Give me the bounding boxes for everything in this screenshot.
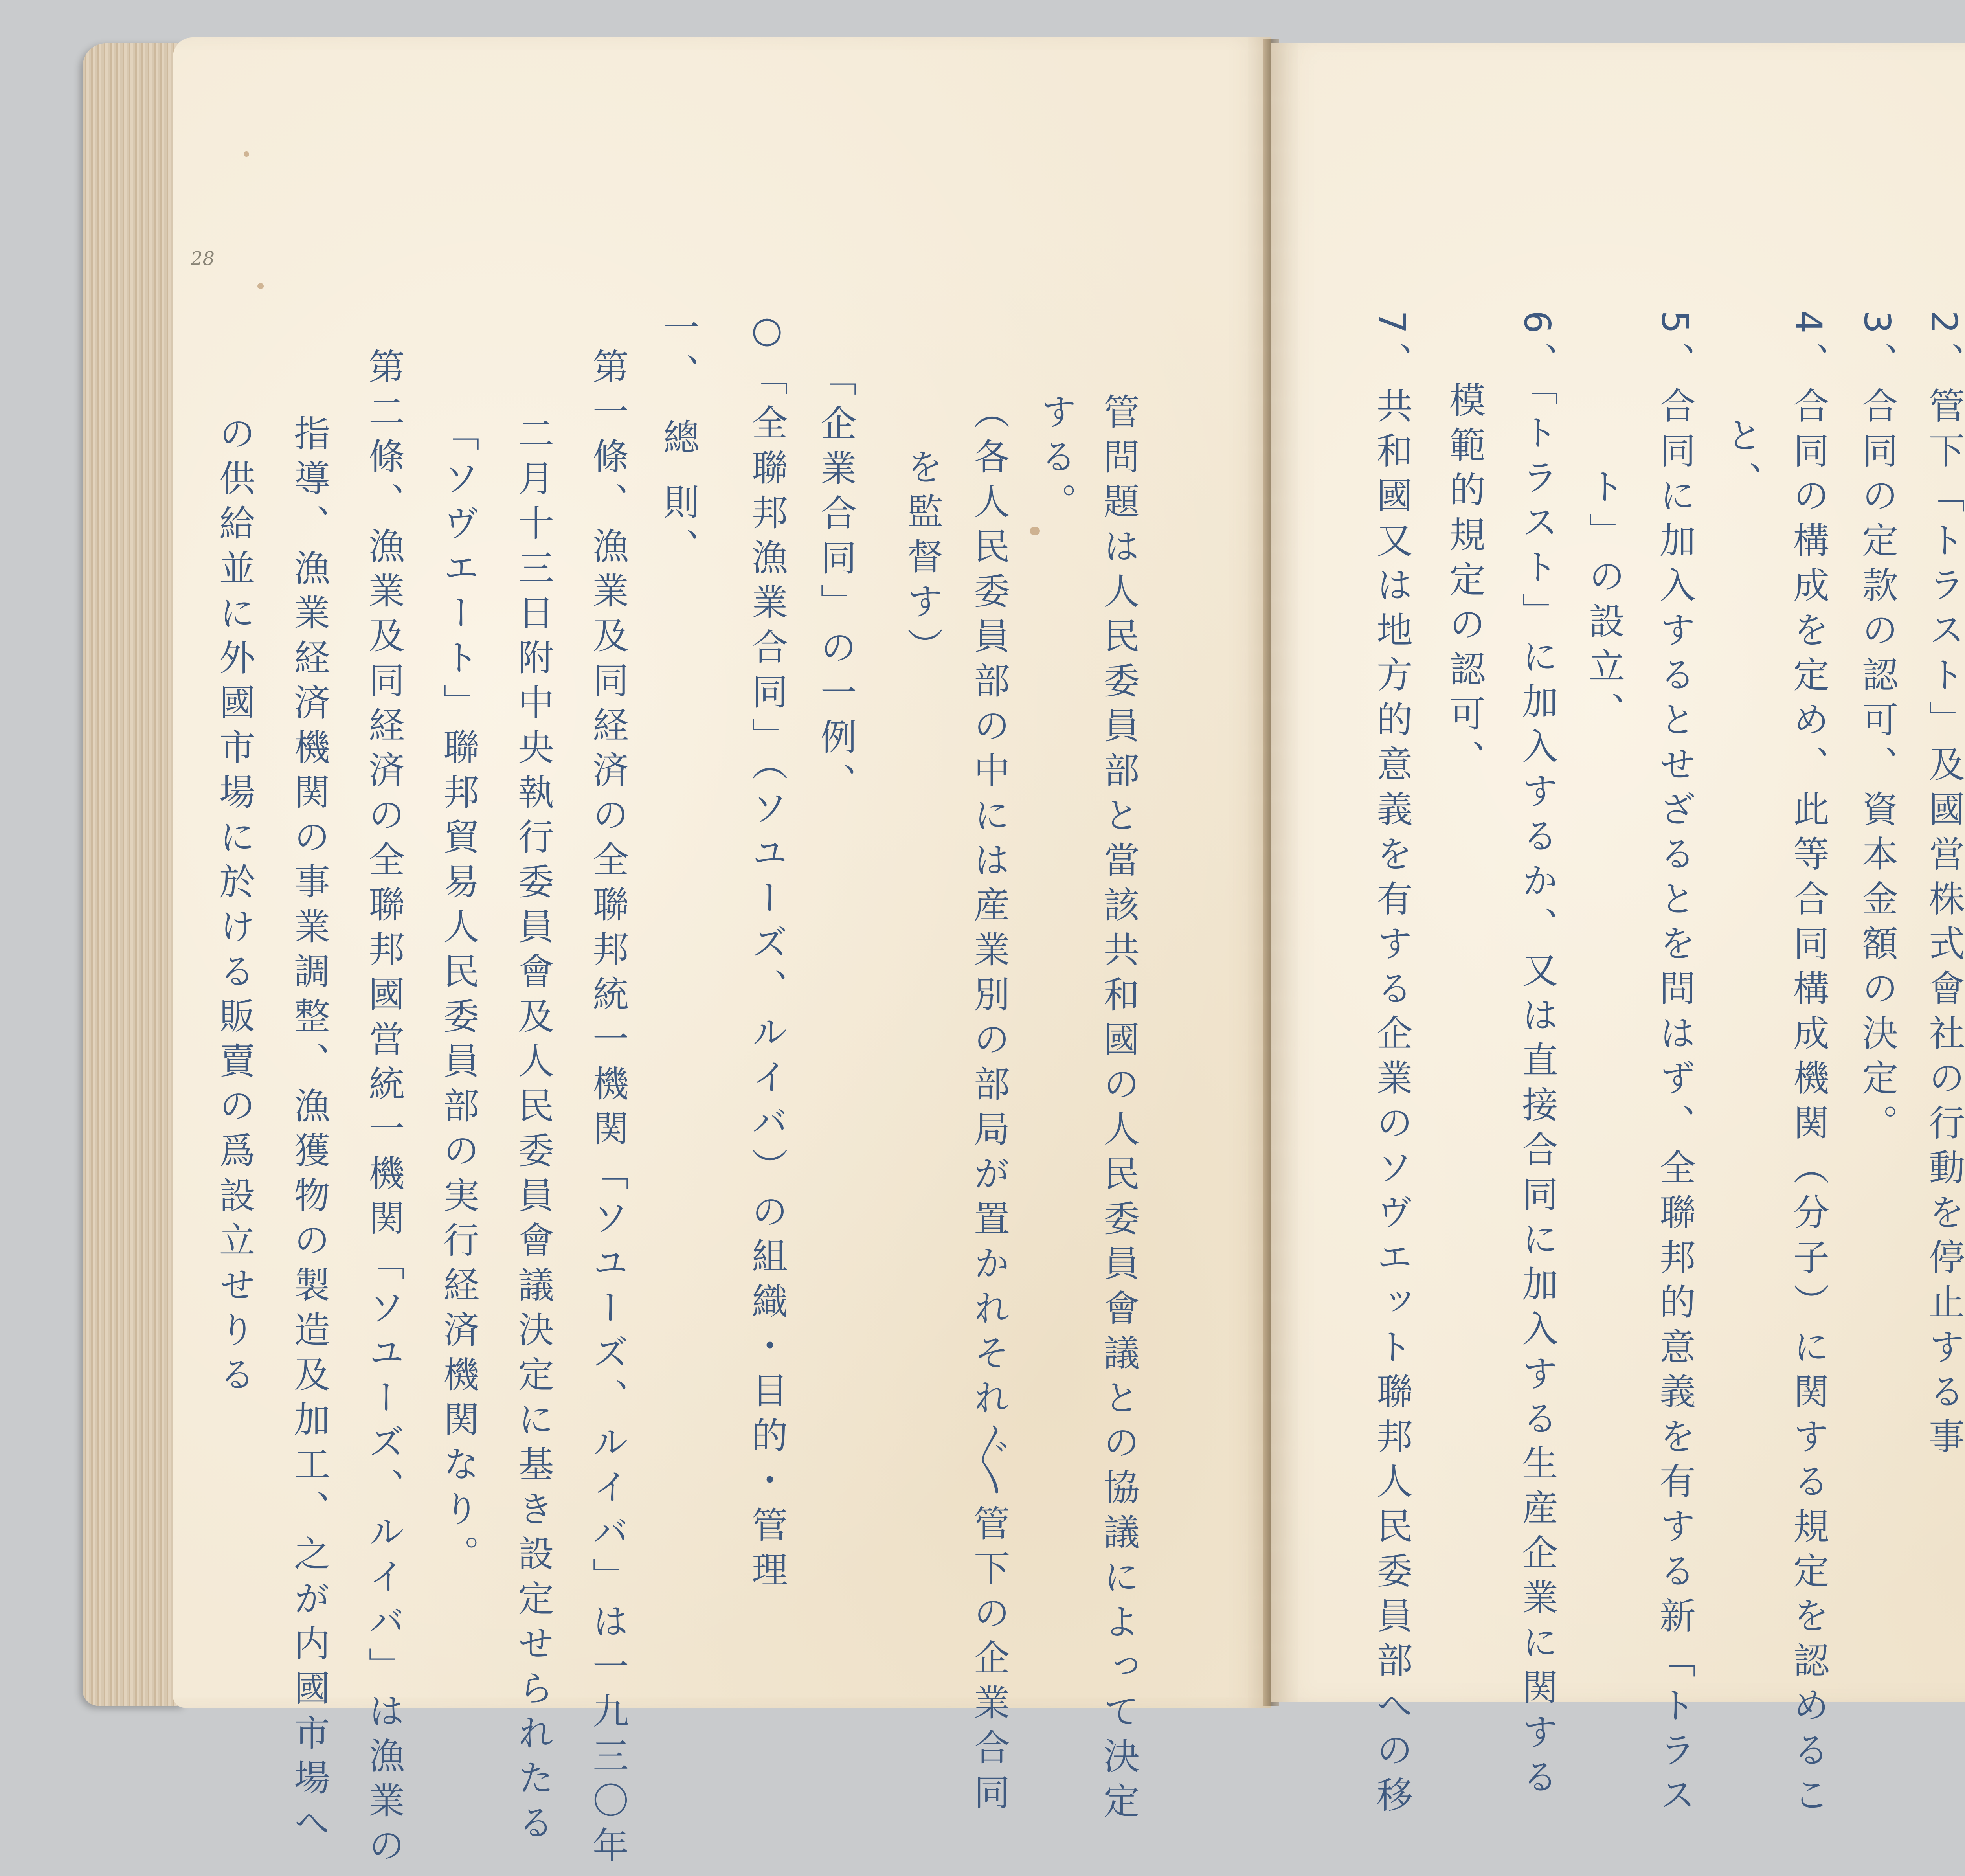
left-line-9: 二月十三日附中央執行委員會及人民委員會議決定に基き設定せられたる xyxy=(512,415,554,1848)
left-line-3: （各人民委員部の中には産業別の部局が置かれそれ〲管下の企業合同 xyxy=(968,393,1010,1818)
right-line-5: 2、管下「トラスト」及國営株式會社の行動を停止する事 xyxy=(1923,311,1965,1463)
left-line-4: を監督す） xyxy=(901,448,943,672)
left-line-10: 「ソヴエート」聯邦貿易人民委員部の実行経済機関なり。 xyxy=(437,415,479,1580)
left-line-8: 第一條、漁業及同経済の全聯邦統一機関「ソユーズ、ルイバ」は一九三〇年 xyxy=(587,348,629,1871)
right-line-11: 6、「トラスト」に加入するか、又は直接合同に加入する生産企業に関する xyxy=(1516,311,1558,1803)
right-line-8: と、 xyxy=(1721,417,1763,506)
right-line-10: ト」の設立、 xyxy=(1583,468,1625,737)
left-page xyxy=(173,37,1271,1871)
right-line-6: 3、合同の定款の認可、資本金額の決定。 xyxy=(1856,311,1898,1149)
left-line-6: ○「全聯邦漁業合同」（ソユーズ、ルイバ）の組織・目的・管理 xyxy=(746,309,788,1596)
right-line-9: 5、合同に加入するとせざるとを問はず、全聯邦的意義を有する新「トラス xyxy=(1654,311,1696,1821)
right-line-13: 7、共和國又は地方的意義を有する企業のソヴエット聯邦人民委員部への移 xyxy=(1371,311,1413,1821)
left-line-2: する。 xyxy=(1035,393,1077,527)
left-line-5: 「企業合同」の一例、 xyxy=(815,360,857,808)
left-line-12: 指導、漁業経済機関の事業調整、漁獲物の製造及加工、之が内國市場へ xyxy=(288,415,330,1848)
left-line-7: 一、 總 則、 xyxy=(657,309,700,573)
left-line-1: 管問題は人民委員部と當該共和國の人民委員會議との協議によって決定 xyxy=(1098,393,1140,1827)
right-line-7: 4、合同の構成を定め、此等合同構成機関（分子）に関する規定を認めるこ xyxy=(1787,311,1829,1821)
right-line-12: 模範的規定の認可、 xyxy=(1443,381,1486,785)
left-line-13: の供給並に外國市場に於ける販賣の爲設立せりる xyxy=(213,415,255,1400)
right-page xyxy=(1271,43,1965,1821)
left-page-edges xyxy=(83,43,185,1706)
paper-stain xyxy=(244,151,249,157)
paper-stain xyxy=(257,283,264,289)
page-number-left: 28 xyxy=(191,248,215,270)
paper-stain xyxy=(1030,527,1040,535)
left-line-11: 第二條、漁業及同経済の全聯邦國営統一機関「ソユーズ、ルイバ」は漁業の xyxy=(363,348,405,1871)
